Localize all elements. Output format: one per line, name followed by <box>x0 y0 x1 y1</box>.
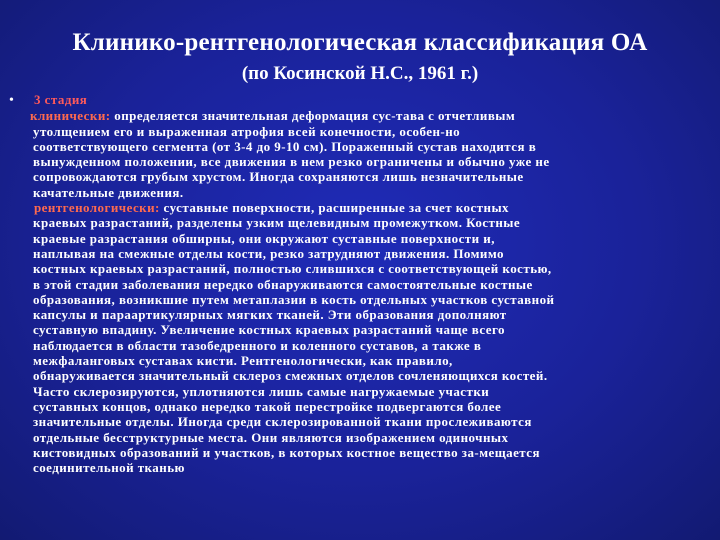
clinical-line: сопровождаются грубым хрустом. Иногда сохраняются лишь незначительные <box>33 169 524 185</box>
radiological-line: Часто склерозируются, уплотняются лишь самые нагружаемые участки <box>33 383 490 399</box>
radiological-paragraph <box>30 200 706 475</box>
radiological-line: суставную впадину. Увеличение костных краевых разрастаний чаще всего <box>33 322 506 338</box>
radiological-line: в этой стадии заболевания нередко обнаруживаются самостоятельные костные <box>33 276 533 292</box>
radiological-line: капсулы и параартикулярных мягких тканей. Эти образования дополняют <box>33 307 507 323</box>
radiological-line: наблюдается в области тазобедренного и коленного суставов, а также в <box>33 337 482 353</box>
radiological-label: рентгенологически: <box>34 200 160 216</box>
radiological-line: наплывая на смежные отделы кости, резко затрудняют движения. Помимо <box>33 245 504 261</box>
radiological-line: отдельные бесструктурные места. Они являются изображением одиночных <box>33 429 509 445</box>
clinical-line: качательные движения. <box>33 184 184 200</box>
radiological-line: краевые разрастания обширны, они окружают суставные поверхности и, <box>33 230 495 246</box>
slide-subtitle: (по Косинской Н.С., 1961 г.) <box>241 63 479 84</box>
radiological-line: краевых разрастаний, разделены узким щелевидным промежутком. Костные <box>33 215 521 231</box>
slide-body <box>30 92 706 475</box>
clinical-line: соответствующего сегмента (от 3-4 до 9-10 см). Пораженный сустав находится в <box>33 138 537 154</box>
clinical-label: клинически: <box>30 108 111 124</box>
slide-title: Клинико-рентгенологическая классификация ОА <box>72 29 648 56</box>
radiological-line-1 <box>30 200 706 215</box>
radiological-line: образования, возникшие путем метаплазии в кость отдельных участков суставной <box>33 291 555 307</box>
radiological-line: значительные отделы. Иногда среди склерозированной ткани прослеживаются <box>33 414 532 430</box>
radiological-line: межфаланговых суставах кисти. Рентгенологически, как правило, <box>33 353 453 369</box>
radiological-line: суставных концов, однако нередко такой перестройке подвергаются более <box>33 398 502 414</box>
clinical-paragraph <box>30 108 706 200</box>
clinical-line-1 <box>30 108 706 123</box>
radiological-line: соединительной тканью <box>33 460 185 476</box>
bullet-marker: • <box>9 93 14 108</box>
radiological-text: суставные поверхности, расширенные за счет костных <box>159 200 509 216</box>
clinical-line: утолщением его и выраженная атрофия всей конечности, особен-но <box>33 123 461 139</box>
radiological-line: обнаруживается значительный склероз смежных отделов сочленяющихся костей. <box>33 368 548 384</box>
stage-heading: 3 стадия <box>34 92 88 107</box>
radiological-line: кистовидных образований и участков, в которых костное вещество за-мещается <box>33 444 541 460</box>
radiological-line: костных краевых разрастаний, полностью слившихся с соответствующей костью, <box>33 261 552 277</box>
clinical-line: вынужденном положении, все движения в нем резко ограничены и обычно уже не <box>33 154 550 170</box>
clinical-text: определяется значительная деформация сус-тава с отчетливым <box>110 108 516 124</box>
